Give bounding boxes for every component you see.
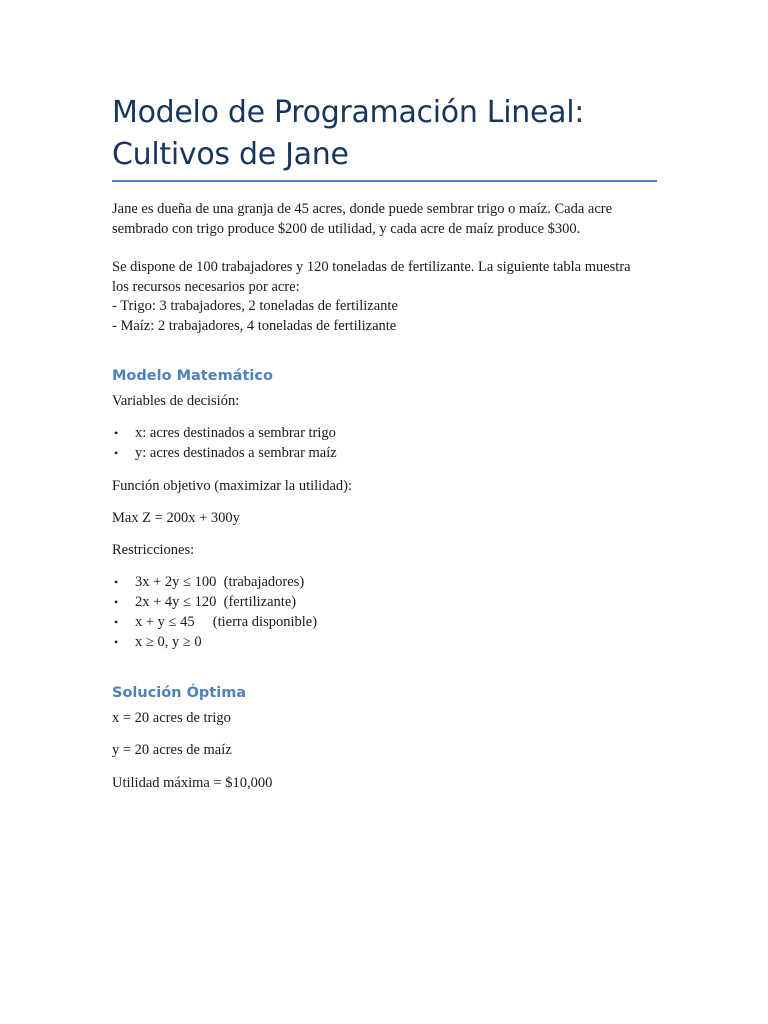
constraint-land: x + y ≤ 45 (tierra disponible)	[135, 614, 318, 630]
bullet-icon: •	[114, 615, 119, 629]
list-item	[112, 572, 317, 592]
resources-line-2: los recursos necesarios por acre:	[112, 278, 300, 295]
list-item	[112, 423, 337, 443]
bullet-icon: •	[114, 635, 119, 649]
title-block	[112, 92, 657, 176]
variables-list	[112, 423, 337, 463]
title-underline	[112, 180, 657, 182]
solution-y: y = 20 acres de maíz	[112, 742, 232, 758]
solution-x: x = 20 acres de trigo	[112, 710, 231, 726]
resources-line-1: Se dispone de 100 trabajadores y 120 toneladas de fertilizante. La siguiente tabla muestra	[112, 259, 631, 275]
variable-y: y: acres destinados a sembrar maíz	[135, 445, 337, 461]
list-item	[112, 612, 317, 632]
bullet-icon: •	[114, 595, 119, 609]
intro-line-1: Jane es dueña de una granja de 45 acres, donde puede sembrar trigo o maíz. Cada acre	[112, 201, 613, 217]
title-line-2: Cultivos de Jane	[112, 137, 349, 172]
resources-line-4: - Maíz: 2 trabajadores, 4 toneladas de fertilizante	[112, 317, 397, 334]
variables-label: Variables de decisión:	[112, 393, 240, 409]
constraint-fertilizer: 2x + 4y ≤ 120 (fertilizante)	[135, 594, 297, 610]
bullet-icon: •	[114, 446, 119, 460]
constraint-nonnegativity: x ≥ 0, y ≥ 0	[135, 634, 202, 650]
resources-line-3: - Trigo: 3 trabajadores, 2 toneladas de fertilizante	[112, 298, 398, 314]
objective-function: Max Z = 200x + 300y	[112, 510, 240, 526]
list-item	[112, 443, 337, 463]
model-heading: Modelo Matemático	[112, 368, 273, 384]
variable-x: x: acres destinados a sembrar trigo	[135, 425, 336, 441]
resources-paragraph	[112, 258, 672, 336]
list-item	[112, 632, 317, 652]
bullet-icon: •	[114, 575, 119, 589]
title-line-1: Modelo de Programación Lineal:	[112, 95, 585, 130]
solution-max-profit: Utilidad máxima = $10,000	[112, 775, 273, 791]
list-item	[112, 592, 317, 612]
solution-heading: Solución Óptima	[112, 685, 247, 701]
document-title	[112, 92, 657, 176]
constraint-workers: 3x + 2y ≤ 100 (trabajadores)	[135, 574, 305, 590]
intro-paragraph	[112, 200, 672, 239]
objective-label: Función objetivo (maximizar la utilidad):	[112, 478, 353, 494]
intro-line-2: sembrado con trigo produce $200 de utilidad, y cada acre de maíz produce $300.	[112, 220, 581, 237]
constraints-label: Restricciones:	[112, 542, 195, 558]
constraints-list	[112, 572, 317, 652]
bullet-icon: •	[114, 426, 119, 440]
